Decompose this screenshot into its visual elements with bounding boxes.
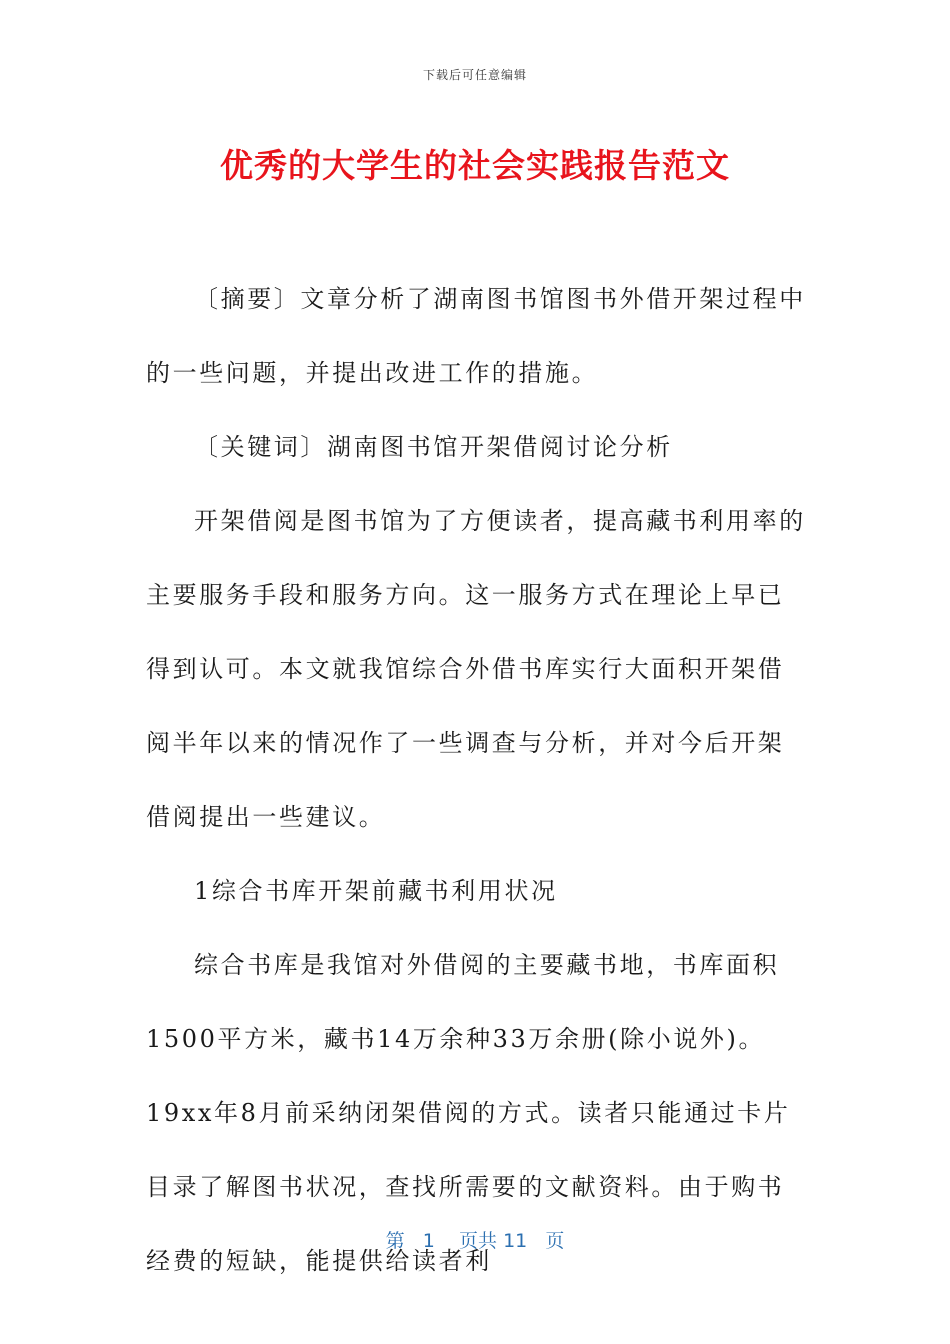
- section-heading: 1综合书库开架前藏书利用状况: [194, 877, 558, 905]
- document-title: 优秀的大学生的社会实践报告范文: [220, 146, 730, 185]
- keywords-paragraph: 〔关键词〕湖南图书馆开架借阅讨论分析: [194, 433, 673, 461]
- footer-suffix: 页: [545, 1230, 565, 1252]
- total-pages-number: 11: [503, 1230, 528, 1252]
- intro-paragraph: 开架借阅是图书馆为了方便读者，提高藏书利用率的主要服务手段和服务方向。这一服务方式在理论上早已得到认可。本文就我馆综合外借书库实行大面积开架借阅半年以来的情况作了一些调查与分析，并对今后开架借阅提出一些建议。: [146, 507, 806, 831]
- footer-prefix: 第: [385, 1230, 405, 1252]
- section-paragraph: 综合书库是我馆对外借阅的主要藏书地，书库面积1500平方米，藏书14万余种33万余册(除小说外)。19xx年8月前采纳闭架借阅的方式。读者只能通过卡片目录了解图书状况，查找所需要的文献资料。由于购书经费的短缺，能提供给读者利: [146, 951, 791, 1275]
- page-footer: [0, 1226, 950, 1253]
- footer-middle: 页共: [459, 1230, 498, 1252]
- header-note: 下载后可任意编辑: [422, 68, 527, 82]
- current-page-number: 1: [422, 1230, 435, 1252]
- abstract-paragraph: 〔摘要〕文章分析了湖南图书馆图书外借开架过程中的一些问题，并提出改进工作的措施。: [146, 285, 806, 387]
- document-body: [146, 262, 806, 1298]
